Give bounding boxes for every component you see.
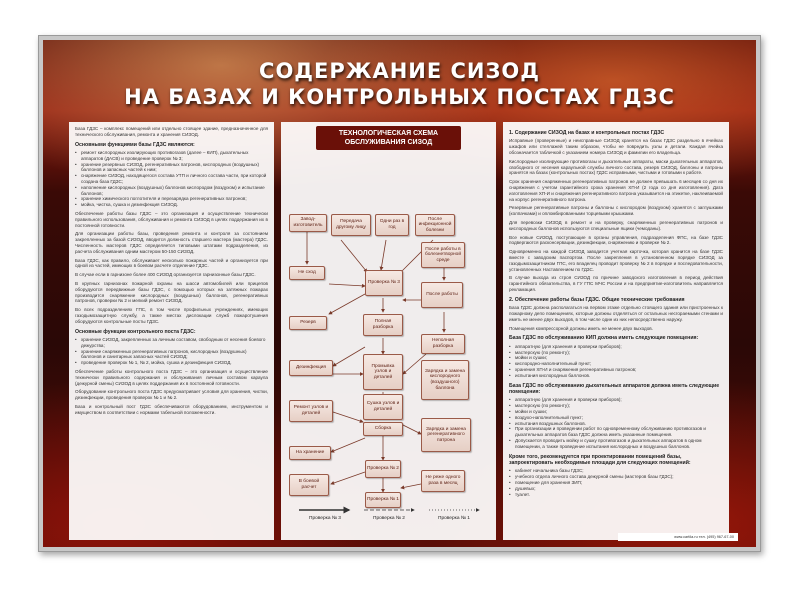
scheme-title-line-2: ОБСЛУЖИВАНИЯ СИЗОД xyxy=(344,139,433,146)
list-item: • учебного отдела личного состава дежурной смены (мастеров базы ГДЗС); xyxy=(509,474,723,480)
intro-paragraph: База ГДЗС – комплекс помещений или отдельно стоящее здание, предназначенное для технического обслуживания, ремонта и хранения СИЗОД. xyxy=(75,126,268,137)
section-1-heading: 1. Содержание СИЗОД на базах и контрольных постах ГДЗС xyxy=(509,130,665,136)
paragraph: Обеспечение работы контрольного поста ГДЗС – это организация и осуществление технически правильного содержания и обслуживания личным составом караула (дежурной смены) СИЗОД в целях поддержания их в постоянной готовности. xyxy=(75,368,268,386)
scheme-title-line-1: ТЕХНОЛОГИЧЕСКАЯ СХЕМА xyxy=(338,130,439,137)
list-item: • Допускается проводить мойку и сушку противогазов и дыхательных аппаратов в одном помещении, а также проведение испытания кислородных и воздушных баллонов. xyxy=(509,438,723,450)
list-item: • помещение для хранения ЗИП; xyxy=(509,480,723,486)
list-item: • мойки и сушки; xyxy=(509,355,723,361)
list-item: • снаряжение СИЗОД, находящегося состава УТП и личного состава части, при которой создана база ГДЗС; xyxy=(75,173,268,185)
title-line-2: НА БАЗАХ И КОНТРОЛЬНЫХ ПОСТАХ ГДЗС xyxy=(124,85,675,109)
base-functions-list xyxy=(75,150,268,208)
poster-header xyxy=(43,58,756,110)
arrow xyxy=(331,438,365,452)
arrow xyxy=(341,240,367,272)
list-item: • проведение проверок № 1, № 2, мойка, сушка и дезинфекция СИЗОД. xyxy=(75,360,268,366)
node-disinfection: Дезинфекция xyxy=(289,360,333,376)
list-item: • аппаратную (для хранения и проверки приборов); xyxy=(509,397,723,403)
list-item: • туалет. xyxy=(509,492,723,498)
node-infectious: После инфекционной болезни xyxy=(415,214,455,236)
list-item: • душевых; xyxy=(509,486,723,492)
list-item: • аппаратную (для хранения и проверки приборов); xyxy=(509,344,723,350)
arrow xyxy=(333,347,365,366)
legend-label: Проверка № 3 xyxy=(309,516,341,521)
paragraph: В случае выхода из строя СИЗОД по причине заводского изготовления в период действия гарантийного обязательства, в ГУ ГПС МЧС России и на предприятие-изготовитель направляется рекламация. xyxy=(509,275,723,292)
paragraph: Обеспечение работы базы ГДЗС – это организация и осуществление технически правильного использования, обслуживания и ремонта СИЗОД в целях поддержания их в постоянной готовности. xyxy=(75,210,268,228)
list-item: • хранение СИЗОД, закрепленных за личным составом, свободным от несения боевого дежурства; xyxy=(75,337,268,349)
list-item: • испытания кислородных баллонов. xyxy=(509,373,723,379)
paragraph: Все новые СИЗОД, поступающие в органы управления, подразделения ФПС, на базе ГДЗС подвергаются расконсервации, дезинфекции, снаряжению и проверке № 2. xyxy=(509,234,723,246)
paragraph: Во всех подразделениях ГПС, в том числе профильных учреждениях, имеющих газодымозащитную службу, а также местах дислокации служб пожаротушения оборудуются контрольные посты ГДЗС. xyxy=(75,307,268,324)
node-storage: На хранение xyxy=(289,446,331,460)
arrow xyxy=(329,284,365,286)
extra-rooms-heading: Кроме того, рекомендуется при проектировании помещений базы, запроектировать необходимые площади для следующих помещений: xyxy=(509,453,691,466)
base-functions-heading: Основными функциями базы ГДЗС являются: xyxy=(75,141,195,148)
arrow xyxy=(331,472,365,484)
list-item: • испытания воздушных баллонов. xyxy=(509,421,723,427)
das-rooms-heading: База ГДЗС по обслуживанию дыхательных аппаратов должна иметь следующие помещения: xyxy=(509,382,720,395)
arrow xyxy=(381,240,386,270)
kip-rooms-heading: База ГДЗС по обслуживанию КИП должна иметь следующие помещения: xyxy=(509,335,699,342)
list-item: • хранение резервных СИЗОД, регенеративных патронов, кислородных (воздушных) баллонов и запасных частей к ним; xyxy=(75,162,268,174)
node-factory: Завод-изготовитель xyxy=(289,214,327,232)
list-item: • мойки и сушки; xyxy=(509,409,723,415)
poster-frame xyxy=(38,35,761,552)
list-item: • ремонт кислородных изолирующих противогазов (далее – КИП), дыхательных аппаратов (ДАСВ) и проведение проверок № 3; xyxy=(75,150,268,162)
node-assembly: Сборка xyxy=(363,422,403,436)
list-item: • кабинет начальника базы ГДЗС; xyxy=(509,468,723,474)
list-item: • мойка, чистка, сушка и дезинфекция СИЗОД. xyxy=(75,202,268,208)
legend-label: Проверка № 1 xyxy=(438,516,470,521)
scheme-legend xyxy=(289,502,489,532)
das-rooms-list xyxy=(509,397,723,449)
paragraph: База ГДЗС, как правило, обслуживает несколько пожарных частей и организуется при одной из частей, имеющих в боевом расчете отделение ГДЗС. xyxy=(75,257,268,269)
list-item: • мастерскую (по ремонту); xyxy=(509,403,723,409)
post-functions-list xyxy=(75,337,268,366)
section-2-heading: 2. Обеспечение работы базы ГДЗС. Общие технические требования xyxy=(509,296,685,303)
legend-label: Проверка № 2 xyxy=(373,516,405,521)
list-item: • мастерскую (по ремонту); xyxy=(509,350,723,356)
footer-credit: www.cartila.ru тел. (495) 967-67-00 xyxy=(618,533,738,541)
node-dry-parts: Сушка узлов и деталей xyxy=(363,394,403,420)
scheme-panel xyxy=(281,122,496,540)
node-check2: Проверка № 2 xyxy=(365,460,401,478)
list-item: • хранение химического поглотителя и перезарядка регенеративных патронов; xyxy=(75,196,268,202)
paragraph: Резервные регенеративные патроны и баллоны с кислородом (воздухом) хранятся с заглушками (колпачками) и опломбированными торцевыми крышками. xyxy=(509,205,723,217)
arrow xyxy=(333,412,363,422)
paragraph: Помещения компрессорной должны иметь не менее двух выходов. xyxy=(509,325,653,331)
paragraph: Оборудование контрольного поста ГДЗС предусматривает условия для хранения, чистки, дезинфекции, проведения проверок № 1 и № 2. xyxy=(75,389,268,401)
list-item: • При организации и проведении работ по одновременному обслуживанию противогазов и дыхательных аппаратов база ГДЗС должна иметь указанные помещения. xyxy=(509,426,723,438)
node-wash-parts: Промывка узлов и деталей xyxy=(363,354,403,390)
node-after-pathogen: После работы в болезнетворной среде xyxy=(421,242,465,268)
list-item: • хранение снаряженных регенеративных патронов, кислородных (воздушных) баллонов и санитарных запасных частей СИЗОД; xyxy=(75,349,268,361)
list-item: • хранения ХП-И и снаряжения регенеративных патронов; xyxy=(509,367,723,373)
list-item: • воздухо-наполнительный пункт; xyxy=(509,415,723,421)
node-replace-cylinder: Зарядка и замена кислородного (воздушного) баллона xyxy=(421,360,469,400)
list-item: • наполнение кислородных (воздушных) баллонов кислородом (воздухом) и испытание баллонов; xyxy=(75,185,268,197)
node-partial-disassembly: Неполная разборка xyxy=(421,334,465,354)
legend-lines xyxy=(289,502,489,516)
list-item: • кислородно-наполнительный пункт; xyxy=(509,361,723,367)
node-no-check: Не сход xyxy=(289,266,325,280)
node-once-a-year: Одни раз в год xyxy=(375,214,409,236)
node-after-work: После работы xyxy=(421,282,463,308)
paragraph: В случае если в гарнизоне более 400 СИЗОД организуется гарнизонные базы ГДЗС. xyxy=(75,272,256,278)
flow-scheme xyxy=(281,122,496,540)
paragraph: База и контрольный пост ГДЗС обеспечиваются оборудованием, инструментом и имуществом в соответствии с нормами табельной положенности. xyxy=(75,403,268,415)
arrow xyxy=(329,294,365,314)
node-combat-duty: В боевой расчет xyxy=(289,474,329,496)
node-full-disassembly: Полная разборка xyxy=(363,314,403,336)
paragraph: Одновременно на каждой СИЗОД заводится учетная карточка, которая хранится на базе ГДЗС вместе с заводским паспортом. После закрепления в установленном порядке СИЗОД за газодымозащитником ГПС, его владелец проводит проверку № 2 в порядке и последовательности, установленных Наставлением по ГДЗС. xyxy=(509,249,723,272)
arrow xyxy=(401,424,421,434)
paragraph: Для организации работы базы, проведения ремонта и контроля за состоянием закрепленных за базой СИЗОД, вводится должность старшего мастера (мастера) ГДЗС. Численность мастеров ГДЗС определяется типовыми штатами подразделения, из расчета обслуживания одним мастером 50-150 СИЗОД. xyxy=(75,231,268,254)
node-transfer: Передача другому лицу xyxy=(331,214,371,236)
node-monthly: Не реже одного раза в месяц xyxy=(421,470,465,492)
paragraph: Срок хранения снаряженных регенеративных патронов не должен превышать 6 месяцев со дня их снаряжения с учетом гарантийного срока хранения ХП-И (2 года со дня изготовления). Дата изготовления ХП-И и снаряжения регенеративного патрона указывается на этикетке, наклеиваемой на корпус регенеративного патрона. xyxy=(509,179,723,202)
node-reserve: Резерв xyxy=(289,316,327,330)
paragraph: Кислородные изолирующие противогазы и дыхательные аппараты, маски дыхательных аппаратов, свободного от несения караульной службы личного состава, резерв СИЗОД, баллоны и патроны хранятся на базах (контрольных постах) ГДЗС исправными, чистыми и готовыми к работе. xyxy=(509,158,723,176)
paragraph: База ГДЗС должна располагаться на первом этаже отдельно стоящего здания или пристроенных к пожарному депо помещениях, которые должны отделяться от остальных несгораемыми стенами и иметь не менее двух выходов, в том числе один из них непосредственно наружу. xyxy=(509,305,723,322)
scheme-title xyxy=(316,126,461,150)
paragraph: Исправные (проверенные) и неисправные СИЗОД хранятся на базах ГДЗС раздельно в ячейках шкафов или стеллажей таким образом, чтобы не повредить узлы и детали. Каждая ячейка обозначается табличкой с указанием номера СИЗОД и фамилии его владельца. xyxy=(509,138,723,155)
extra-rooms-list xyxy=(509,468,723,497)
kip-rooms-list xyxy=(509,344,723,379)
title-line-1: СОДЕРЖАНИЕ СИЗОД xyxy=(259,59,540,83)
paragraph: Для перевозки СИЗОД в ремонт и на проверку, снаряженных регенеративных патронов и кислородных баллонов используются специальные ящики (чемоданы). xyxy=(509,219,723,231)
node-regen-cartridge: Зарядка и замена регенеративного патрона xyxy=(421,418,471,452)
post-functions-heading: Основные функции контрольного поста ГДЗС: xyxy=(75,328,196,335)
left-text-panel xyxy=(69,122,274,540)
node-check3: Проверка № 3 xyxy=(365,270,403,296)
right-text-panel xyxy=(503,122,729,540)
paragraph: В крупных гарнизонах пожарной охраны на шасси автомобилей или прицепов оборудуются передвижные базы ГДЗС, с помощью которых на затяжных пожарах производится снаряжение кислородных (воздушных) баллонов, регенеративных патронов, проверки № 2 и мелкий ремонт СИЗОД. xyxy=(75,280,268,304)
poster xyxy=(43,40,756,547)
node-repair: Ремонт узлов и деталей xyxy=(289,400,333,422)
node-check1: Проверка № 1 xyxy=(365,492,401,508)
